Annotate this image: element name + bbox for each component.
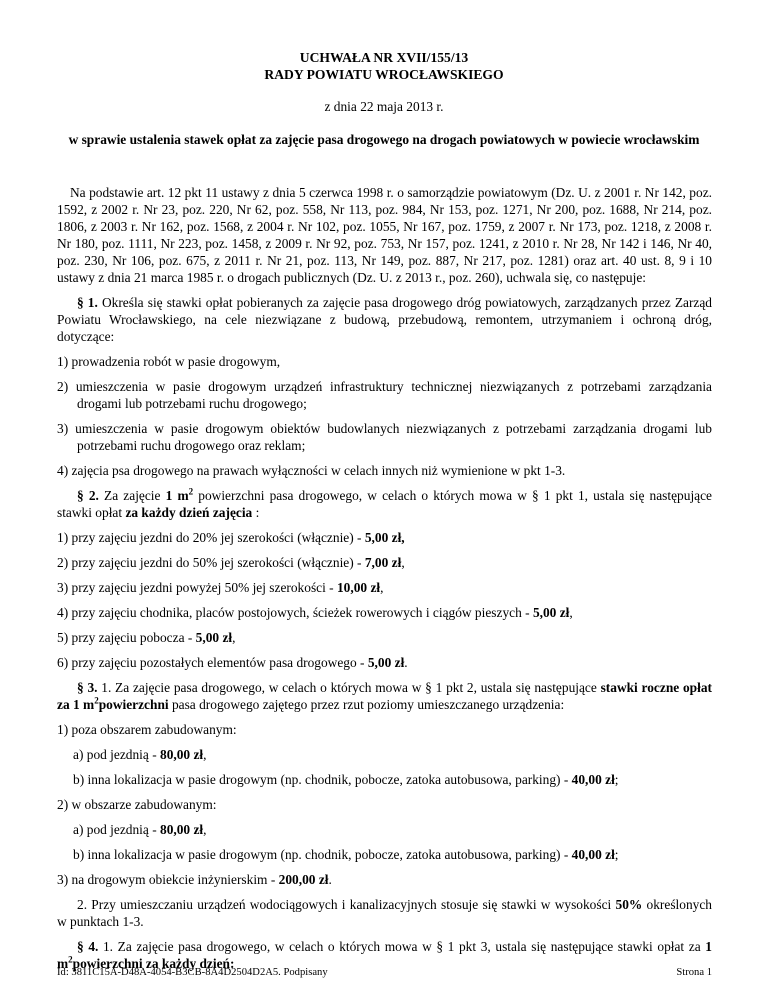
list-item: 3) umieszczenia w pasie drogowym obiektów budowlanych niezwiązanych z potrzebami zarządzania drogami lub potrzebami ruchu drogowego oraz reklam;: [57, 421, 712, 453]
list-subitem: a) pod jezdnią - 80,00 zł,: [73, 822, 207, 837]
resolution-number: UCHWAŁA NR XVII/155/13: [299, 50, 469, 65]
list-item: 4) przy zajęciu chodnika, placów postojowych, ścieżek rowerowych i ciągów pieszych - 5,00 zł,: [57, 605, 573, 620]
resolution-heading: [0, 49, 768, 83]
page-number: Strona 1: [676, 967, 712, 978]
section-mark: § 4.: [77, 939, 99, 954]
resolution-subject: w sprawie ustalenia stawek opłat za zajęcie pasa drogowego na drogach powiatowych w powiecie wrocławskim: [68, 132, 700, 147]
section-1: § 1. Określa się stawki opłat pobieranych za zajęcie pasa drogowego dróg powiatowych, zarządzanych przez Zarząd Powiatu Wrocławskiego, na cele niezwiązane z budową, przebudową, remontem, utrzymaniem i ochroną dróg, dotyczące:: [57, 295, 712, 344]
section-mark: § 2.: [77, 488, 99, 503]
list-item: 5) przy zajęciu pobocza - 5,00 zł,: [57, 630, 236, 645]
section-3: § 3. 1. Za zajęcie pasa drogowego, w celach o których mowa w § 1 pkt 2, ustala się następujące stawki roczne opłat za 1 $m^2powierzchni$ pasa drogowego zajętego przez rzut poziomy umieszczanego urządzenia:: [57, 680, 712, 712]
section-mark: § 3.: [77, 680, 98, 695]
list-item: 1) przy zajęciu jezdni do 20% jej szerokości (włącznie) - 5,00 zł,: [57, 530, 405, 545]
list-item: 6) przy zajęciu pozostałych elementów pasa drogowego - 5,00 zł.: [57, 655, 408, 670]
document-body: [57, 184, 712, 980]
council-name: RADY POWIATU WROCŁAWSKIEGO: [264, 67, 504, 82]
section-mark: § 1.: [77, 295, 98, 310]
list-item: 2) umieszczenia w pasie drogowym urządzeń infrastruktury technicznej niezwiązanych z potrzebami zarządzania drogami lub potrzebami ruchu drogowego;: [57, 379, 712, 411]
list-item: 3) przy zajęciu jezdni powyżej 50% jej szerokości - 10,00 zł,: [57, 580, 384, 595]
list-item: 1) prowadzenia robót w pasie drogowym,: [57, 354, 281, 369]
list-item: 1) poza obszarem zabudowanym:: [57, 722, 237, 737]
list-item: 4) zajęcia psa drogowego na prawach wyłączności w celach innych niż wymienione w pkt 1-3.: [57, 463, 566, 478]
section-4: § 4. 1. Za zajęcie pasa drogowego, w celach o których mowa w § 1 pkt 3, ustala się następujące stawki opłat za 1 $m^2powierzchni$ za każdy dzień:: [57, 939, 712, 971]
preamble: Na podstawie art. 12 pkt 11 ustawy z dnia 5 czerwca 1998 r. o samorządzie powiatowym (Dz. U. z 2001 r. Nr 142, poz. 1592, z 2002 r. Nr 23, poz. 220, Nr 62, poz. 558, Nr 113, poz. 984, Nr 153, poz. 1271, Nr 200, poz. 1688, Nr 214, poz. 1806, z 2003 r. Nr 162, poz. 1568, z 2004 r. Nr 102, poz. 1055, Nr 167, poz. 1759, z 2007 r. Nr 173, poz. 1218, z 2008 r. Nr 180, poz. 1111, Nr 223, poz. 1458, z 2009 r. Nr 92, poz. 753, Nr 157, poz. 1241, z 2010 r. Nr 28, Nr 142 i 146, Nr 40, poz. 230, Nr 106, poz. 675, z 2011 r. Nr 21, poz. 113, Nr 149, poz. 887, Nr 217, poz. 1281) oraz art. 40 ust. 8, 9 i 10 ustawy z dnia 21 marca 1985 r. o drogach publicznych (Dz. U. z 2013 r., poz. 260), uchwala się, co następuje:: [57, 185, 712, 285]
list-item: 2) w obszarze zabudowanym:: [57, 797, 217, 812]
list-item: 3) na drogowym obiekcie inżynierskim - 200,00 zł.: [57, 872, 332, 887]
document-id: Id: 3811C15A-D48A-4054-B3CB-8A4D2504D2A5. Podpisany: [57, 967, 328, 978]
list-subitem: b) inna lokalizacja w pasie drogowym (np. chodnik, pobocze, zatoka autobusowa, parking) - 40,00 zł;: [73, 847, 619, 862]
resolution-date: z dnia 22 maja 2013 r.: [324, 99, 444, 114]
list-item: 2) przy zajęciu jezdni do 50% jej szerokości (włącznie) - 7,00 zł,: [57, 555, 405, 570]
list-subitem: b) inna lokalizacja w pasie drogowym (np. chodnik, pobocze, zatoka autobusowa, parking) - 40,00 zł;: [73, 772, 619, 787]
section-3-paragraph-2: 2. Przy umieszczaniu urządzeń wodociągowych i kanalizacyjnych stosuje się stawki w wysokości 50% określonych w punktach 1-3.: [57, 897, 712, 929]
section-2: § 2. Za zajęcie 1 $m^2$ powierzchni pasa drogowego, w celach o których mowa w § 1 pkt 1, ustala się następujące stawki opłat za każdy dzień zajęcia :: [57, 486, 713, 520]
list-subitem: a) pod jezdnią - 80,00 zł,: [73, 747, 207, 762]
